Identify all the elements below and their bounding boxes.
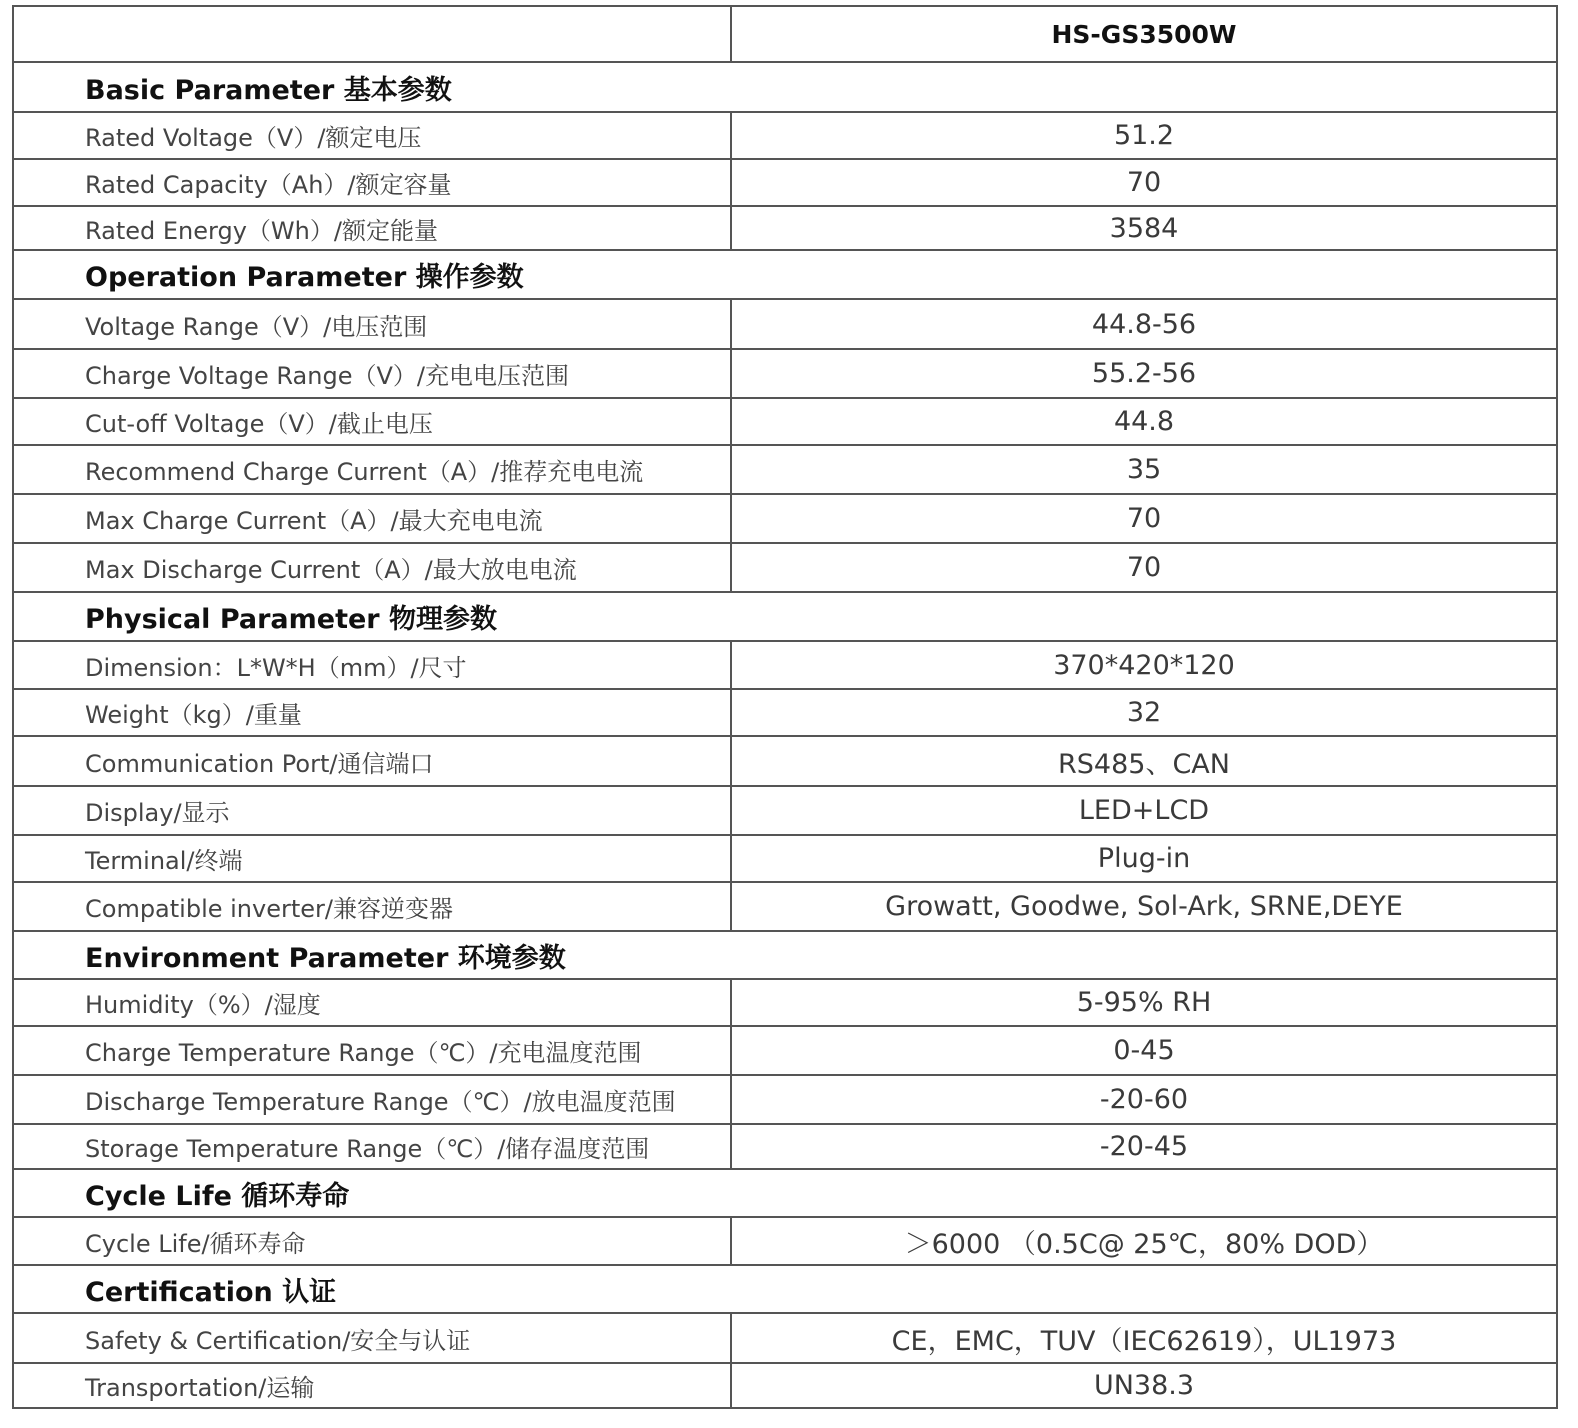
parameter-label: Max Charge Current（A）/最大充电电流 bbox=[13, 494, 731, 543]
table-row bbox=[13, 1075, 1557, 1124]
parameter-value: CE，EMC，TUV（IEC62619），UL1973 bbox=[731, 1313, 1557, 1363]
section-title: Cycle Life 循环寿命 bbox=[13, 1169, 1557, 1217]
section-header-row bbox=[13, 1265, 1557, 1313]
parameter-value: 70 bbox=[731, 159, 1557, 206]
parameter-label: Voltage Range（V）/电压范围 bbox=[13, 299, 731, 349]
parameter-value: Growatt, Goodwe, Sol-Ark, SRNE,DEYE bbox=[731, 882, 1557, 931]
parameter-label: Charge Temperature Range（℃）/充电温度范围 bbox=[13, 1026, 731, 1075]
parameter-value: Plug-in bbox=[731, 835, 1557, 882]
section-header-row bbox=[13, 62, 1557, 112]
spec-table bbox=[12, 5, 1558, 1409]
table-row bbox=[13, 835, 1557, 882]
parameter-label: Storage Temperature Range（℃）/储存温度范围 bbox=[13, 1124, 731, 1169]
parameter-value: 70 bbox=[731, 543, 1557, 592]
model-name: HS-GS3500W bbox=[731, 6, 1557, 62]
parameter-value: 0-45 bbox=[731, 1026, 1557, 1075]
table-row bbox=[13, 689, 1557, 736]
parameter-value: ＞6000 （0.5C@ 25℃，80% DOD） bbox=[731, 1217, 1557, 1265]
parameter-label: Charge Voltage Range（V）/充电电压范围 bbox=[13, 349, 731, 398]
parameter-value: 44.8 bbox=[731, 398, 1557, 445]
table-row bbox=[13, 543, 1557, 592]
parameter-label: Discharge Temperature Range（℃）/放电温度范围 bbox=[13, 1075, 731, 1124]
parameter-label: Rated Capacity（Ah）/额定容量 bbox=[13, 159, 731, 206]
table-row bbox=[13, 112, 1557, 159]
table-row bbox=[13, 299, 1557, 349]
section-title: Physical Parameter 物理参数 bbox=[13, 592, 1557, 641]
section-header-row bbox=[13, 250, 1557, 299]
parameter-label: Cut-off Voltage（V）/截止电压 bbox=[13, 398, 731, 445]
table-row bbox=[13, 494, 1557, 543]
table-row bbox=[13, 1217, 1557, 1265]
parameter-value: RS485、CAN bbox=[731, 736, 1557, 786]
parameter-value: 32 bbox=[731, 689, 1557, 736]
table-row bbox=[13, 1363, 1557, 1408]
parameter-value: UN38.3 bbox=[731, 1363, 1557, 1408]
table-header-row bbox=[13, 6, 1557, 62]
section-header-row bbox=[13, 1169, 1557, 1217]
parameter-label: Communication Port/通信端口 bbox=[13, 736, 731, 786]
table-row bbox=[13, 349, 1557, 398]
parameter-value: 370*420*120 bbox=[731, 641, 1557, 689]
section-title: Environment Parameter 环境参数 bbox=[13, 931, 1557, 979]
table-row bbox=[13, 641, 1557, 689]
table-row bbox=[13, 206, 1557, 250]
parameter-label: Rated Energy（Wh）/额定能量 bbox=[13, 206, 731, 250]
parameter-label: Cycle Life/循环寿命 bbox=[13, 1217, 731, 1265]
parameter-label: Rated Voltage（V）/额定电压 bbox=[13, 112, 731, 159]
parameter-value: LED+LCD bbox=[731, 786, 1557, 835]
section-header-row bbox=[13, 592, 1557, 641]
table-row bbox=[13, 398, 1557, 445]
parameter-value: 70 bbox=[731, 494, 1557, 543]
header-empty-cell bbox=[13, 6, 731, 62]
parameter-value: 3584 bbox=[731, 206, 1557, 250]
parameter-value: -20-60 bbox=[731, 1075, 1557, 1124]
section-title: Certification 认证 bbox=[13, 1265, 1557, 1313]
section-header-row bbox=[13, 931, 1557, 979]
parameter-label: Recommend Charge Current（A）/推荐充电电流 bbox=[13, 445, 731, 494]
parameter-label: Weight（kg）/重量 bbox=[13, 689, 731, 736]
table-row bbox=[13, 979, 1557, 1026]
parameter-label: Max Discharge Current（A）/最大放电电流 bbox=[13, 543, 731, 592]
parameter-label: Terminal/终端 bbox=[13, 835, 731, 882]
parameter-value: 35 bbox=[731, 445, 1557, 494]
table-row bbox=[13, 1313, 1557, 1363]
table-row bbox=[13, 1124, 1557, 1169]
table-row bbox=[13, 786, 1557, 835]
parameter-value: 55.2-56 bbox=[731, 349, 1557, 398]
parameter-label: Compatible inverter/兼容逆变器 bbox=[13, 882, 731, 931]
spec-table-body bbox=[13, 6, 1557, 1408]
parameter-value: 44.8-56 bbox=[731, 299, 1557, 349]
parameter-label: Display/显示 bbox=[13, 786, 731, 835]
table-row bbox=[13, 1026, 1557, 1075]
section-title: Basic Parameter 基本参数 bbox=[13, 62, 1557, 112]
table-row bbox=[13, 445, 1557, 494]
parameter-value: -20-45 bbox=[731, 1124, 1557, 1169]
table-row bbox=[13, 882, 1557, 931]
section-title: Operation Parameter 操作参数 bbox=[13, 250, 1557, 299]
parameter-value: 51.2 bbox=[731, 112, 1557, 159]
table-row bbox=[13, 159, 1557, 206]
parameter-label: Dimension：L*W*H（mm）/尺寸 bbox=[13, 641, 731, 689]
parameter-label: Safety & Certification/安全与认证 bbox=[13, 1313, 731, 1363]
parameter-label: Humidity（%）/湿度 bbox=[13, 979, 731, 1026]
parameter-label: Transportation/运输 bbox=[13, 1363, 731, 1408]
parameter-value: 5-95% RH bbox=[731, 979, 1557, 1026]
table-row bbox=[13, 736, 1557, 786]
